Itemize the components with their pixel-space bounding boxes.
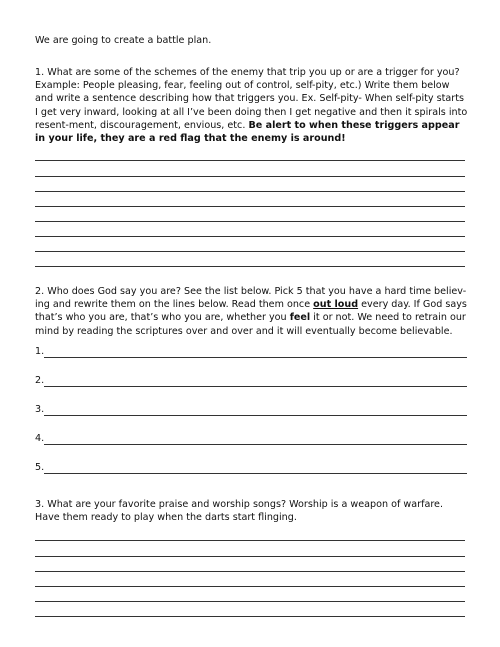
- answer-line[interactable]: [35, 236, 465, 237]
- answer-line[interactable]: [44, 473, 467, 474]
- question-2-text-a: 2. Who does God say you are? See the list below. Pick 5 that you have a hard time believ-ing and rewrite them on the lines below. Read them once: [35, 286, 467, 311]
- question-2-emphasis-b: feel: [289, 312, 311, 324]
- answer-line[interactable]: [35, 206, 465, 207]
- question-2-text-b: every day. If God says that’s who you are, that’s who you are, whether you: [35, 299, 467, 324]
- answer-line[interactable]: [44, 415, 467, 416]
- answer-line[interactable]: [35, 540, 465, 541]
- answer-line[interactable]: [35, 586, 465, 587]
- numbered-answer-row[interactable]: [35, 404, 467, 416]
- answer-line[interactable]: [35, 221, 465, 222]
- question-2: [35, 285, 469, 338]
- numbered-answer-row[interactable]: [35, 462, 467, 474]
- question-1-text: 1. What are some of the schemes of the enemy that trip you up or are a trigger for you? Example: People pleasing, fear, feeling out of control, self-pity, etc.) Write them below and write a sentence describing how that triggers you. Ex. Self-pity- When self-pity starts I get very inward, looking at all I’ve been doing then I get negative and then it spirals into resent-ment, discouragement, envious, etc.: [35, 67, 468, 131]
- answer-line[interactable]: [35, 191, 465, 192]
- question-3: 3. What are your favorite praise and worship songs? Worship is a weapon of warfare. Have them ready to play when the darts start flinging.: [35, 499, 444, 524]
- question-2-text-c: it or not. We need to retrain our mind by reading the scriptures over and over and it will eventually become believable.: [35, 312, 466, 337]
- answer-line[interactable]: [35, 266, 465, 267]
- question-1-emphasis: Be alert to when these triggers appear in your life, they are a red flag that the enemy is around!: [35, 119, 460, 145]
- numbered-answer-row[interactable]: [35, 433, 467, 445]
- question-1: [35, 66, 469, 145]
- row-number: 3.: [35, 404, 45, 415]
- row-number: 4.: [35, 433, 45, 444]
- answer-line[interactable]: [35, 616, 465, 617]
- answer-line[interactable]: [44, 386, 467, 387]
- answer-line[interactable]: [44, 444, 467, 445]
- numbered-answer-row[interactable]: [35, 346, 467, 358]
- answer-line[interactable]: [35, 571, 465, 572]
- answer-line[interactable]: [35, 251, 465, 252]
- answer-line[interactable]: [35, 176, 465, 177]
- row-number: 1.: [35, 346, 45, 357]
- answer-line[interactable]: [35, 160, 465, 161]
- row-number: 5.: [35, 462, 45, 473]
- numbered-answer-row[interactable]: [35, 375, 467, 387]
- row-number: 2.: [35, 375, 45, 386]
- answer-line[interactable]: [35, 601, 465, 602]
- answer-line[interactable]: [44, 357, 467, 358]
- answer-line[interactable]: [35, 556, 465, 557]
- question-2-emphasis-a: out loud: [313, 299, 359, 311]
- intro-text: We are going to create a battle plan.: [35, 35, 212, 46]
